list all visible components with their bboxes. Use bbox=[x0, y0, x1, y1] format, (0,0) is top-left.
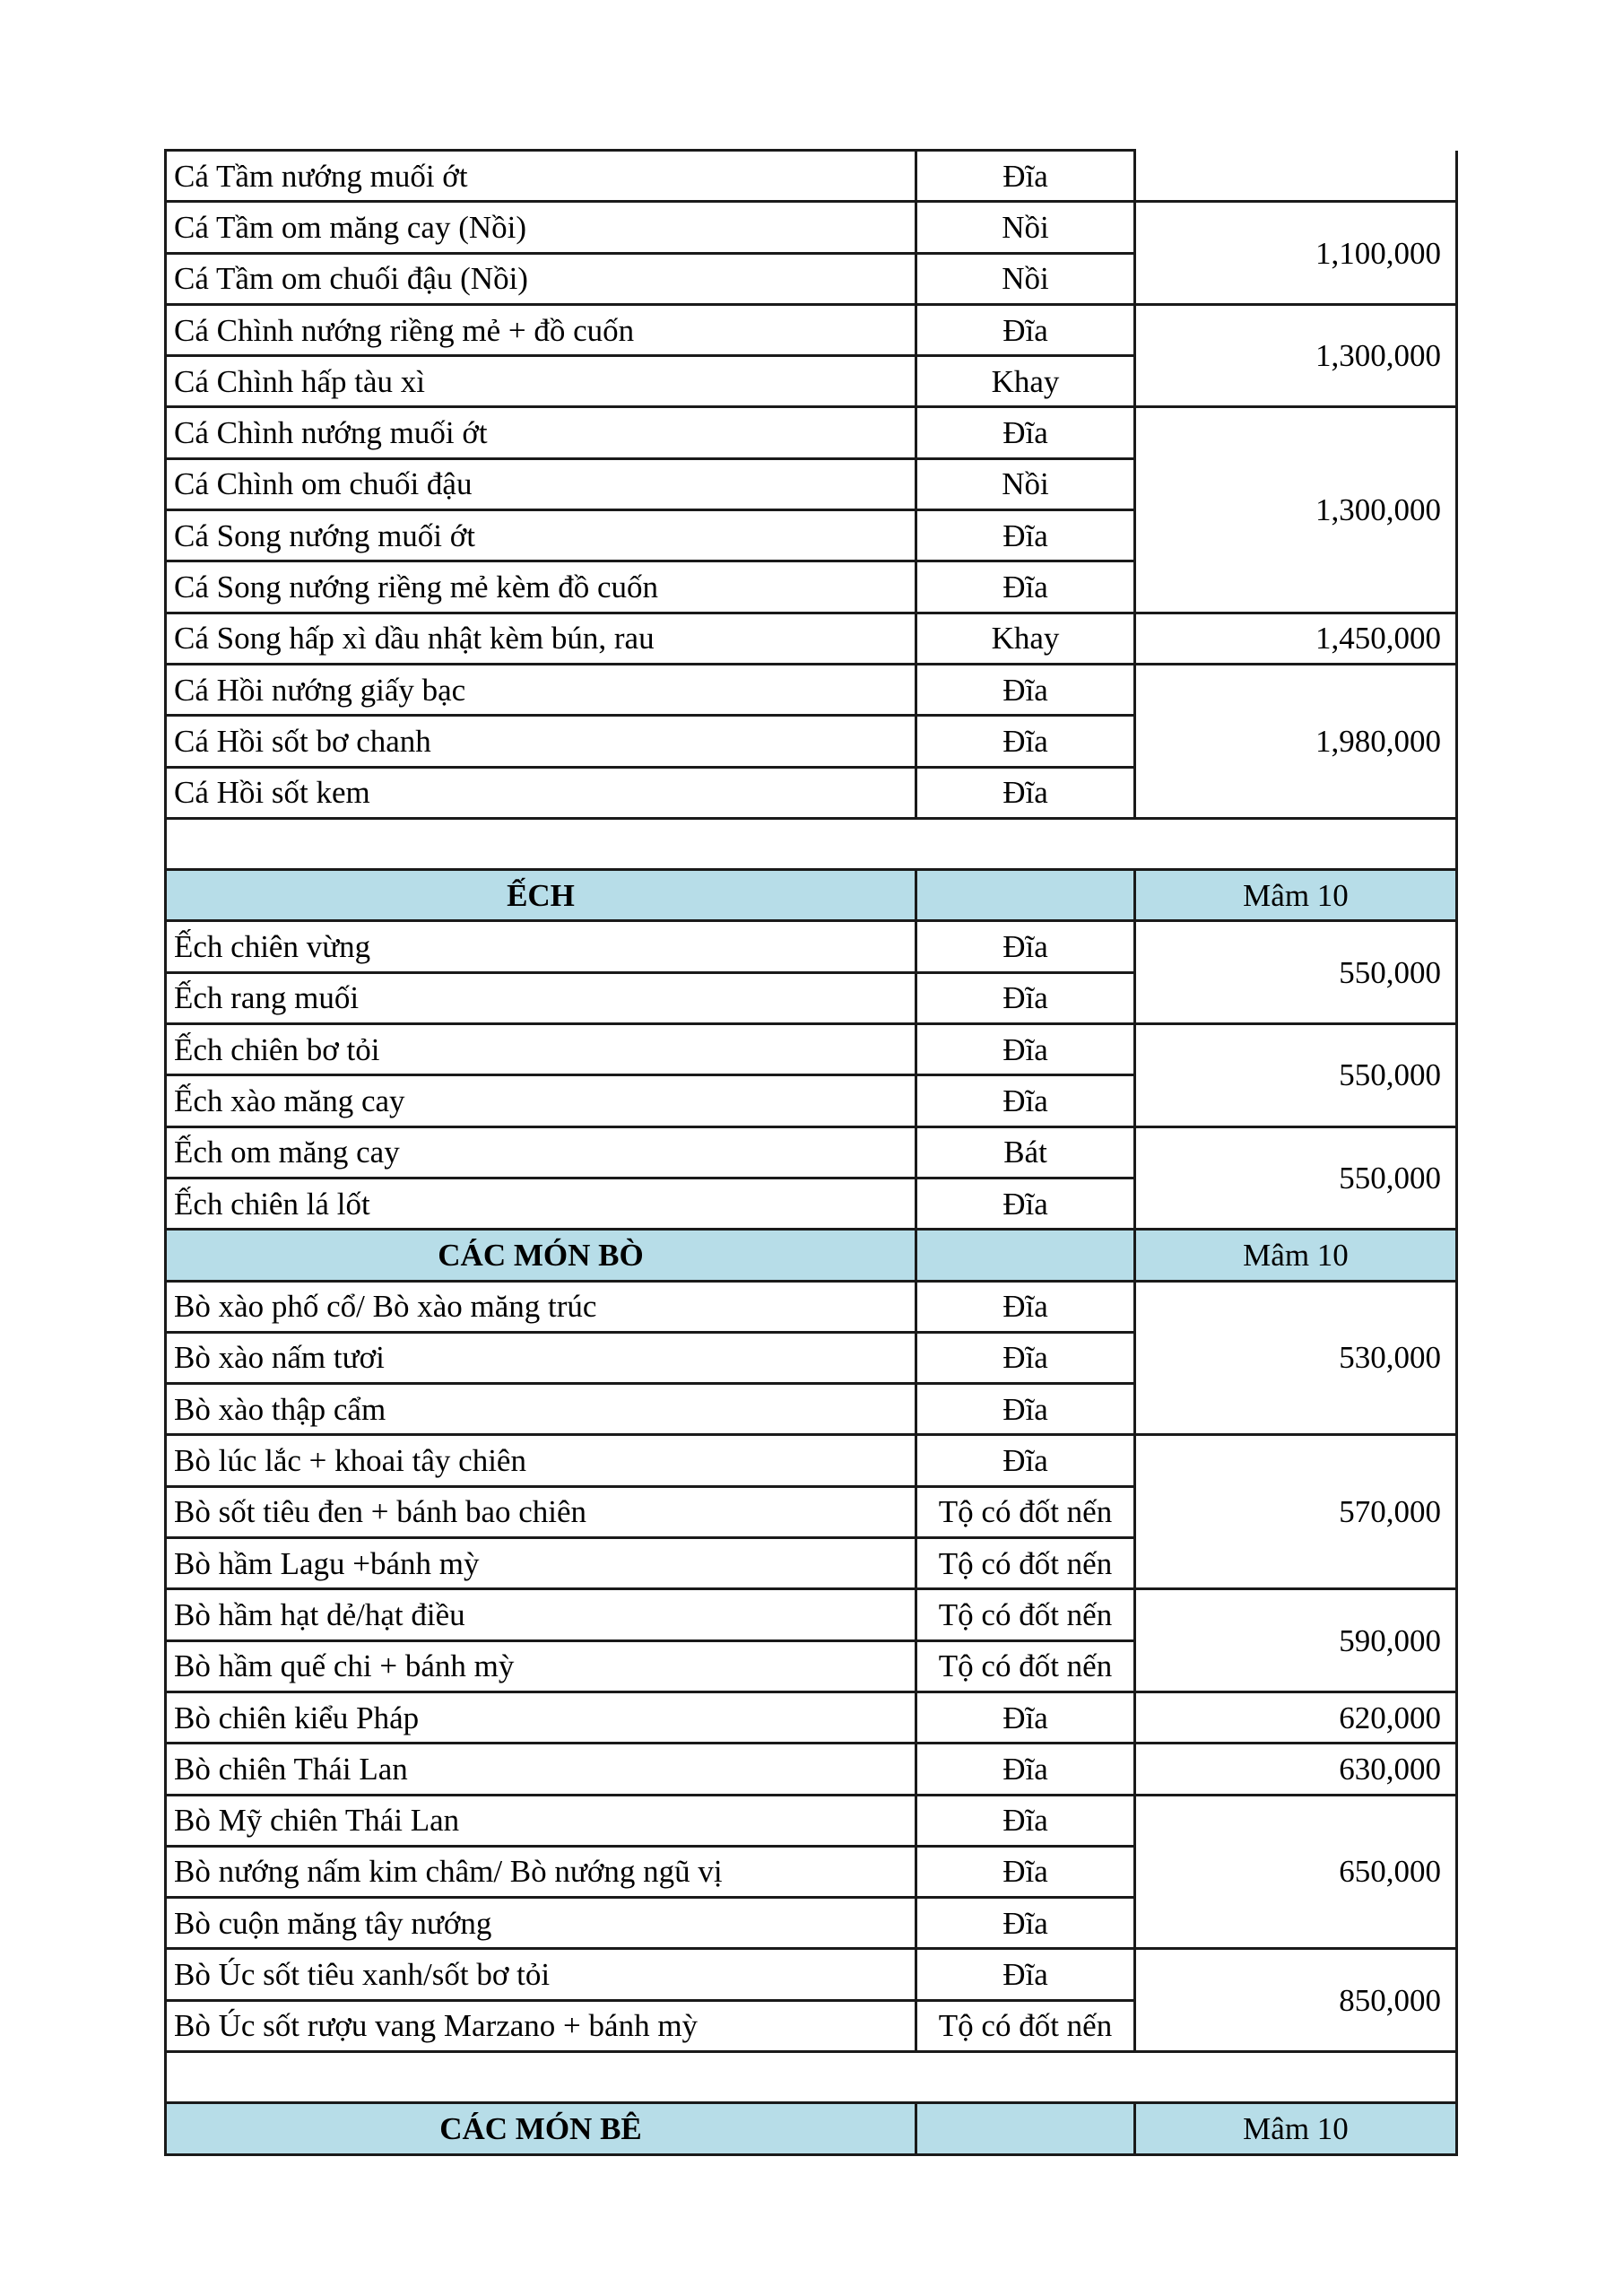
dish-name: Cá Song nướng muối ớt bbox=[166, 510, 916, 561]
dish-price: 590,000 bbox=[1135, 1589, 1457, 1692]
table-row bbox=[166, 1281, 1457, 1332]
dish-name: Cá Chình hấp tàu xì bbox=[166, 356, 916, 407]
dish-name: Cá Song nướng riềng mẻ kèm đồ cuốn bbox=[166, 561, 916, 613]
table-row bbox=[166, 1795, 1457, 1846]
dish-price: 650,000 bbox=[1135, 1795, 1457, 1949]
dish-name: Bò xào thập cẩm bbox=[166, 1384, 916, 1435]
dish-unit: Đĩa bbox=[916, 1435, 1135, 1486]
table-row bbox=[166, 202, 1457, 253]
dish-name: Bò xào nấm tươi bbox=[166, 1332, 916, 1383]
dish-name: Cá Chình om chuối đậu bbox=[166, 458, 916, 509]
blank-row bbox=[166, 818, 1457, 869]
dish-price: 570,000 bbox=[1135, 1435, 1457, 1589]
dish-unit: Nồi bbox=[916, 458, 1135, 509]
dish-price: 1,450,000 bbox=[1135, 613, 1457, 664]
dish-unit: Nồi bbox=[916, 253, 1135, 304]
section-price-header: Mâm 10 bbox=[1135, 2103, 1457, 2154]
dish-name: Bò cuộn măng tây nướng bbox=[166, 1898, 916, 1949]
dish-name: Bò nướng nấm kim châm/ Bò nướng ngũ vị bbox=[166, 1846, 916, 1897]
dish-unit: Đĩa bbox=[916, 1281, 1135, 1332]
table-row bbox=[166, 407, 1457, 458]
dish-unit: Đĩa bbox=[916, 1692, 1135, 1743]
dish-unit: Đĩa bbox=[916, 561, 1135, 613]
dish-unit: Đĩa bbox=[916, 1075, 1135, 1126]
menu-body bbox=[166, 151, 1457, 2155]
dish-unit: Đĩa bbox=[916, 1795, 1135, 1846]
dish-price: 550,000 bbox=[1135, 1024, 1457, 1127]
dish-price bbox=[1135, 151, 1457, 202]
table-row bbox=[166, 921, 1457, 972]
dish-price: 850,000 bbox=[1135, 1949, 1457, 2052]
dish-name: Cá Song hấp xì dầu nhật kèm bún, rau bbox=[166, 613, 916, 664]
table-row bbox=[166, 1744, 1457, 1795]
dish-unit: Tộ có đốt nến bbox=[916, 1640, 1135, 1692]
dish-name: Ếch chiên vừng bbox=[166, 921, 916, 972]
dish-price: 1,980,000 bbox=[1135, 664, 1457, 818]
dish-unit: Đĩa bbox=[916, 510, 1135, 561]
menu-table bbox=[164, 149, 1458, 2156]
dish-unit: Tộ có đốt nến bbox=[916, 1486, 1135, 1537]
dish-name: Cá Tầm om chuối đậu (Nồi) bbox=[166, 253, 916, 304]
section-title: CÁC MÓN BÒ bbox=[166, 1230, 916, 1281]
dish-name: Bò xào phố cổ/ Bò xào măng trúc bbox=[166, 1281, 916, 1332]
dish-price: 1,100,000 bbox=[1135, 202, 1457, 305]
dish-unit: Đĩa bbox=[916, 1024, 1135, 1075]
dish-name: Cá Hồi nướng giấy bạc bbox=[166, 664, 916, 715]
dish-name: Cá Hồi sốt kem bbox=[166, 767, 916, 818]
dish-unit: Tộ có đốt nến bbox=[916, 1538, 1135, 1589]
table-row bbox=[166, 1024, 1457, 1075]
dish-name: Ếch xào măng cay bbox=[166, 1075, 916, 1126]
section-price-header: Mâm 10 bbox=[1135, 1230, 1457, 1281]
table-row bbox=[166, 1435, 1457, 1486]
dish-unit: Đĩa bbox=[916, 1744, 1135, 1795]
table-row bbox=[166, 151, 1457, 202]
dish-name: Bò hầm hạt dẻ/hạt điều bbox=[166, 1589, 916, 1640]
section-header-row bbox=[166, 1230, 1457, 1281]
dish-name: Bò Úc sốt tiêu xanh/sốt bơ tỏi bbox=[166, 1949, 916, 2000]
section-header-row bbox=[166, 870, 1457, 921]
dish-unit: Đĩa bbox=[916, 1846, 1135, 1897]
dish-name: Cá Chình nướng muối ớt bbox=[166, 407, 916, 458]
dish-unit: Đĩa bbox=[916, 767, 1135, 818]
dish-name: Ếch rang muối bbox=[166, 972, 916, 1023]
dish-name: Bò hầm quế chi + bánh mỳ bbox=[166, 1640, 916, 1692]
dish-unit: Đĩa bbox=[916, 1949, 1135, 2000]
section-unit-header bbox=[916, 1230, 1135, 1281]
section-price-header: Mâm 10 bbox=[1135, 870, 1457, 921]
section-title: ẾCH bbox=[166, 870, 916, 921]
dish-unit: Đĩa bbox=[916, 921, 1135, 972]
dish-name: Ếch om măng cay bbox=[166, 1126, 916, 1178]
section-unit-header bbox=[916, 2103, 1135, 2154]
dish-name: Cá Tầm om măng cay (Nồi) bbox=[166, 202, 916, 253]
dish-price: 550,000 bbox=[1135, 1126, 1457, 1230]
dish-name: Cá Tầm nướng muối ớt bbox=[166, 151, 916, 202]
dish-unit: Đĩa bbox=[916, 716, 1135, 767]
dish-unit: Đĩa bbox=[916, 304, 1135, 355]
table-row bbox=[166, 1589, 1457, 1640]
dish-name: Bò chiên Thái Lan bbox=[166, 1744, 916, 1795]
dish-unit: Đĩa bbox=[916, 407, 1135, 458]
section-title: CÁC MÓN BÊ bbox=[166, 2103, 916, 2154]
dish-unit: Đĩa bbox=[916, 1178, 1135, 1229]
dish-unit: Đĩa bbox=[916, 1384, 1135, 1435]
dish-unit: Đĩa bbox=[916, 664, 1135, 715]
dish-unit: Tộ có đốt nến bbox=[916, 2000, 1135, 2051]
dish-price: 530,000 bbox=[1135, 1281, 1457, 1435]
dish-price: 630,000 bbox=[1135, 1744, 1457, 1795]
table-row bbox=[166, 1949, 1457, 2000]
section-header-row bbox=[166, 2103, 1457, 2154]
table-row bbox=[166, 1126, 1457, 1178]
table-row bbox=[166, 613, 1457, 664]
dish-price: 1,300,000 bbox=[1135, 304, 1457, 407]
dish-price: 1,300,000 bbox=[1135, 407, 1457, 613]
dish-name: Cá Chình nướng riềng mẻ + đồ cuốn bbox=[166, 304, 916, 355]
dish-price: 550,000 bbox=[1135, 921, 1457, 1024]
dish-unit: Đĩa bbox=[916, 1898, 1135, 1949]
dish-unit: Nồi bbox=[916, 202, 1135, 253]
table-row bbox=[166, 1692, 1457, 1743]
table-row bbox=[166, 664, 1457, 715]
dish-name: Bò sốt tiêu đen + bánh bao chiên bbox=[166, 1486, 916, 1537]
dish-name: Bò Úc sốt rượu vang Marzano + bánh mỳ bbox=[166, 2000, 916, 2051]
dish-name: Ếch chiên bơ tỏi bbox=[166, 1024, 916, 1075]
dish-name: Bò lúc lắc + khoai tây chiên bbox=[166, 1435, 916, 1486]
dish-name: Cá Hồi sốt bơ chanh bbox=[166, 716, 916, 767]
dish-name: Bò chiên kiểu Pháp bbox=[166, 1692, 916, 1743]
dish-unit: Khay bbox=[916, 613, 1135, 664]
dish-price: 620,000 bbox=[1135, 1692, 1457, 1743]
dish-unit: Đĩa bbox=[916, 151, 1135, 202]
blank-row bbox=[166, 2051, 1457, 2102]
blank-cell bbox=[166, 2051, 1457, 2102]
dish-unit: Tộ có đốt nến bbox=[916, 1589, 1135, 1640]
dish-unit: Khay bbox=[916, 356, 1135, 407]
dish-name: Bò hầm Lagu +bánh mỳ bbox=[166, 1538, 916, 1589]
dish-unit: Bát bbox=[916, 1126, 1135, 1178]
dish-name: Bò Mỹ chiên Thái Lan bbox=[166, 1795, 916, 1846]
blank-cell bbox=[166, 818, 1457, 869]
section-unit-header bbox=[916, 870, 1135, 921]
dish-unit: Đĩa bbox=[916, 1332, 1135, 1383]
table-row bbox=[166, 304, 1457, 355]
dish-name: Ếch chiên lá lốt bbox=[166, 1178, 916, 1229]
dish-unit: Đĩa bbox=[916, 972, 1135, 1023]
